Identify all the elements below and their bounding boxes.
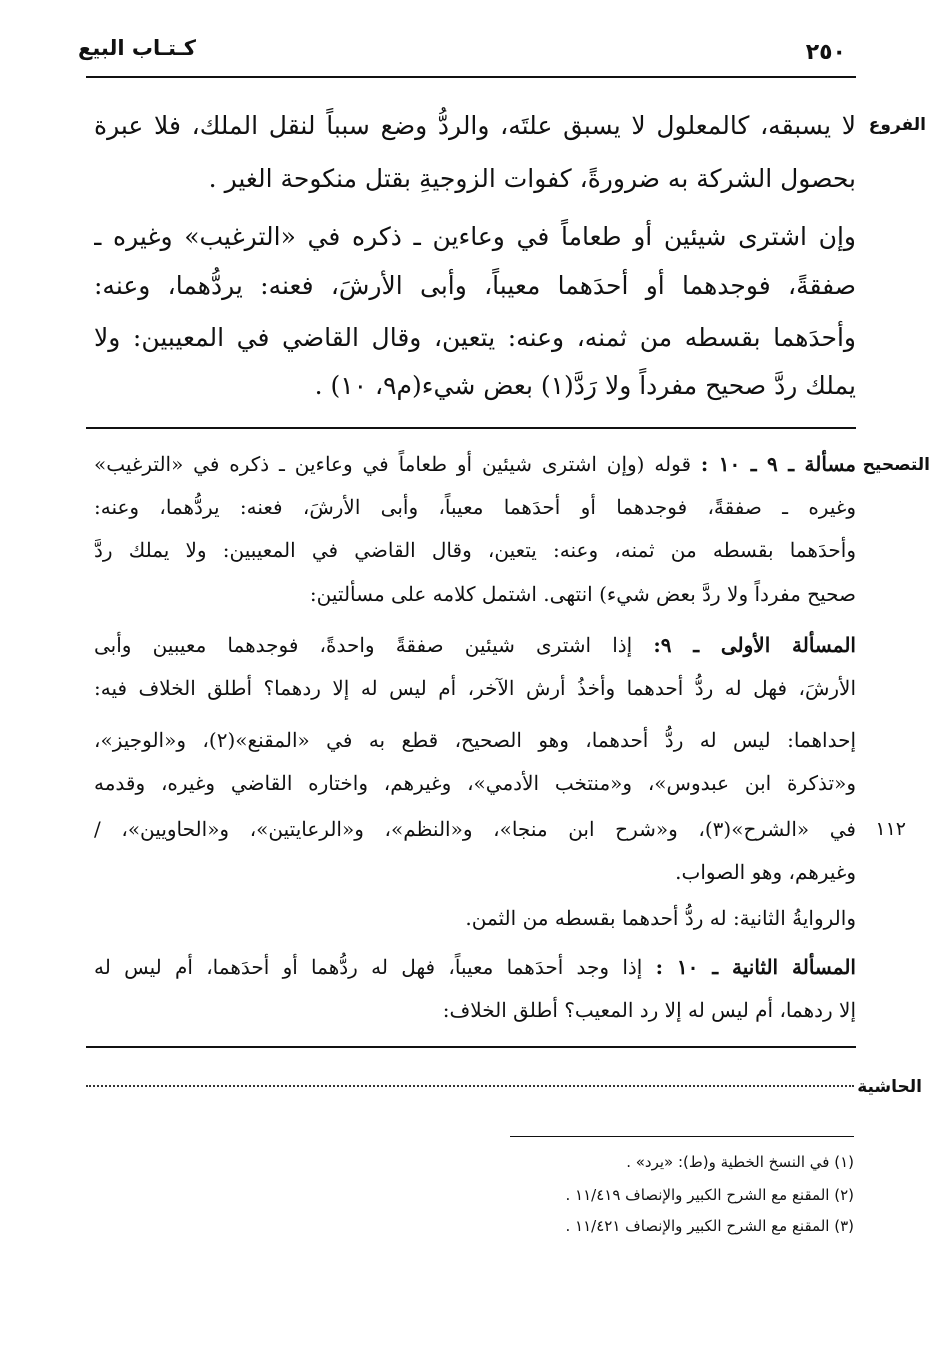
tashih-line: وغيرهم، وهو الصواب. bbox=[675, 860, 856, 884]
tashih-line: والروايةُ الثانية: له ردُّ أحدهما بقسطه من الثمن. bbox=[465, 906, 856, 930]
furu-line: يملك ردَّ صحيح مفرداً ولا رَدَّ(١) بعض شيء(م٩، ١٠) . bbox=[314, 371, 856, 400]
tashih-line: إحداهما: ليس له ردُّ أحدهما، وهو الصحيح، قطع به في «المقنع»(٢)، و«الوجيز»، bbox=[94, 728, 856, 752]
section-divider bbox=[86, 427, 856, 429]
furu-line: وإن اشترى شيئين أو طعاماً في وعاءين ـ ذكره في «الترغيب» وغيره ـ bbox=[94, 222, 856, 251]
margin-number: ١١٢ bbox=[875, 818, 906, 840]
tashih-line: إلا ردهما، أم ليس له إلا رد المعيب؟ أطلق الخلاف: bbox=[442, 998, 856, 1022]
tashih-line: وأحدَهما بقسطه من ثمنه، وعنه: يتعين، وقال القاضي في المعيبين: ولا يملك ردَّ bbox=[94, 538, 856, 562]
hashiya-dotted-line bbox=[86, 1075, 854, 1087]
tashih-line: في «الشرح»(٣)، و«شرح ابن منجا»، و«النظم»، و«الرعايتين»، و«الحاويين»، / bbox=[94, 817, 856, 841]
tashih-line: صحيح مفرداً ولا ردَّ بعض شيء) انتهى. اشتمل كلامه على مسألتين: bbox=[309, 582, 856, 606]
furu-line: لا يسبقه، كالمعلول لا يسبق علتَه، والردُّ وضع سبباً لنقل الملك، فلا عبرة bbox=[94, 111, 856, 140]
hashiya-side-label: الحاشية bbox=[857, 1077, 922, 1097]
section-divider bbox=[86, 1046, 856, 1048]
tashih-line: مسألة ـ ٩ ـ ١٠ : قوله (وإن اشترى شيئين أو طعاماً في وعاءين ـ ذكره في «الترغيب» bbox=[94, 452, 856, 476]
furu-line: بحصول الشركة به ضرورةً، كفوات الزوجيةِ بقتل منكوحة الغير . bbox=[208, 164, 856, 193]
tashih-line: المسألة الثانية ـ ١٠ : إذا وجد أحدَهما معيباً، فهل له ردُّهما أو أحدَهما، أم ليس له bbox=[94, 955, 856, 979]
tashih-line: وغيره ـ صفقةً، فوجدهما أو أحدَهما معيباً، وأبى الأرشَ، فعنه: يردُّهما، وعنه: bbox=[94, 495, 856, 519]
footnote-rule bbox=[510, 1136, 854, 1137]
issue-heading: المسألة الثانية ـ ١٠ : bbox=[655, 955, 856, 979]
furu-line: وأحدَهما بقسطه من ثمنه، وعنه: يتعين، وقال القاضي في المعيبين: ولا bbox=[94, 323, 856, 352]
issue-heading: مسألة ـ ٩ ـ ١٠ : bbox=[700, 452, 856, 476]
tashih-side-label: التصحيح bbox=[862, 455, 930, 475]
page-number: ٢٥٠ bbox=[805, 40, 846, 65]
running-title: كـتـاب البيع bbox=[78, 36, 197, 60]
tashih-line: الأرشَ، فهل له ردُّ أحدهما وأخذُ أرش الآخر، أم ليس له إلا ردهما؟ أطلق الخلاف فيه: bbox=[94, 676, 856, 700]
tashih-line: المسألة الأولى ـ ٩: إذا اشترى شيئين صفقةً واحدةً، فوجدهما معيبين وأبى bbox=[94, 633, 856, 657]
footnote: (٢) المقنع مع الشرح الكبير والإنصاف ١١/٤١٩ . bbox=[565, 1186, 854, 1204]
header-rule bbox=[86, 76, 856, 78]
tashih-line: و«تذكرة ابن عبدوس»، و«منتخب الأدمي»، وغيرهم، واختاره القاضي وغيره، وقدمه bbox=[94, 771, 856, 795]
footnote: (٣) المقنع مع الشرح الكبير والإنصاف ١١/٤٢١ . bbox=[565, 1217, 854, 1235]
furu-side-label: الفروع bbox=[868, 115, 926, 135]
issue-heading: المسألة الأولى ـ ٩: bbox=[653, 633, 856, 657]
furu-line: صفقةً، فوجدهما أو أحدَهما معيباً، وأبى الأرشَ، فعنه: يردُّهما، وعنه: bbox=[94, 271, 856, 300]
footnote: (١) في النسخ الخطية و(ط): «يرد» . bbox=[626, 1153, 854, 1171]
